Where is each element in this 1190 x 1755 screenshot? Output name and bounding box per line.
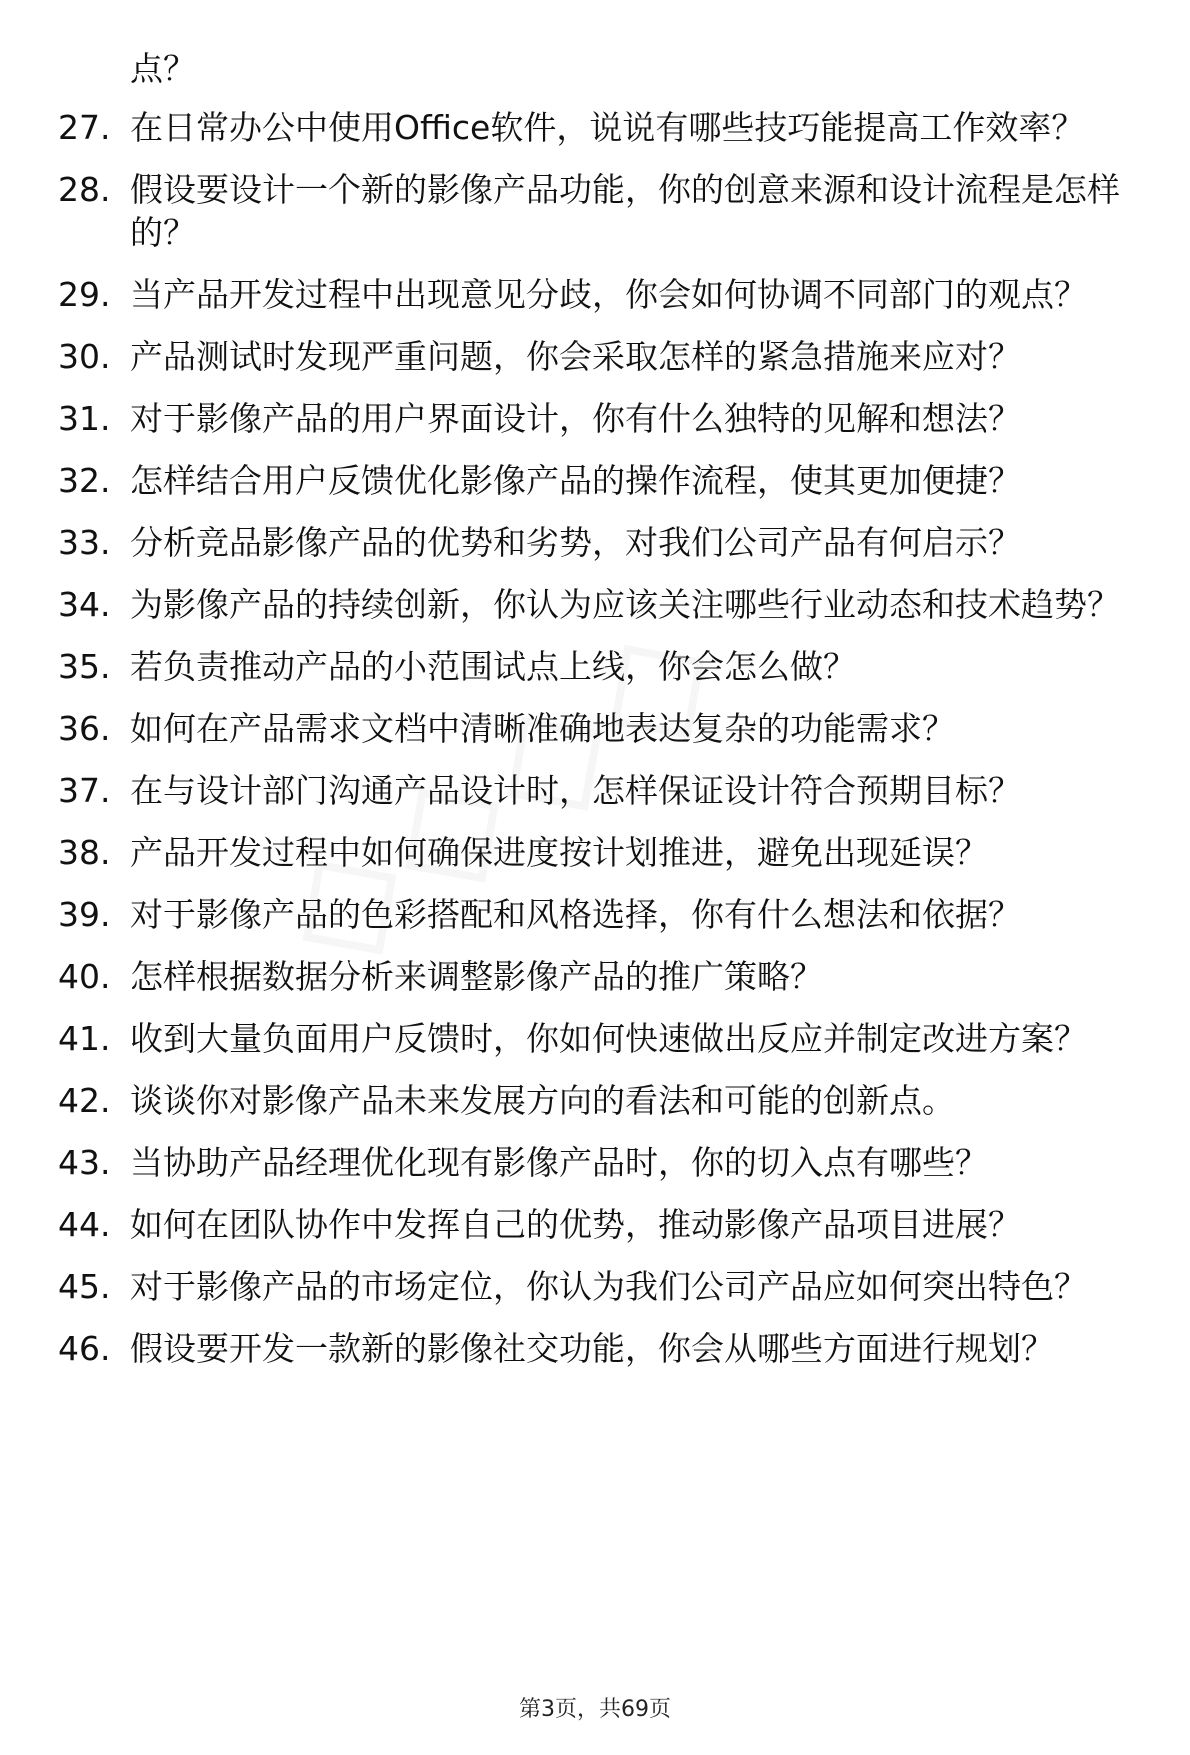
continuation-text: 点？ xyxy=(130,49,196,88)
question-number: 28. xyxy=(58,170,111,209)
page-number-footer: 第3页，共69页 xyxy=(519,1697,671,1722)
list-item xyxy=(58,893,1158,936)
question-text: 收到大量负面用户反馈时，你如何快速做出反应并制定改进方案？ xyxy=(130,1019,1087,1058)
question-number: 45. xyxy=(58,1267,111,1306)
question-number: 33. xyxy=(58,523,111,562)
question-number: 42. xyxy=(58,1081,111,1120)
question-text: 当协助产品经理优化现有影像产品时，你的切入点有哪些？ xyxy=(130,1143,988,1182)
question-number: 41. xyxy=(58,1019,111,1058)
question-text: 分析竞品影像产品的优势和劣势，对我们公司产品有何启示？ xyxy=(130,523,1021,562)
question-number: 46. xyxy=(58,1329,111,1368)
question-text: 假设要设计一个新的影像产品功能，你的创意来源和设计流程是怎样的？ xyxy=(130,170,1120,252)
question-number: 32. xyxy=(58,461,111,500)
question-text: 为影像产品的持续创新，你认为应该关注哪些行业动态和技术趋势？ xyxy=(130,585,1120,624)
question-text: 产品开发过程中如何确保进度按计划推进，避免出现延误？ xyxy=(130,833,988,872)
question-number: 40. xyxy=(58,957,111,996)
question-text: 怎样根据数据分析来调整影像产品的推广策略？ xyxy=(130,957,823,996)
question-number: 43. xyxy=(58,1143,111,1182)
question-text: 怎样结合用户反馈优化影像产品的操作流程，使其更加便捷？ xyxy=(130,461,1021,500)
list-item xyxy=(58,1327,1158,1370)
list-item xyxy=(58,335,1158,378)
question-list xyxy=(58,106,1158,1389)
list-item xyxy=(58,273,1158,316)
question-number: 38. xyxy=(58,833,111,872)
list-item xyxy=(58,168,1158,254)
question-text: 假设要开发一款新的影像社交功能，你会从哪些方面进行规划？ xyxy=(130,1329,1054,1368)
question-number: 39. xyxy=(58,895,111,934)
question-text: 对于影像产品的市场定位，你认为我们公司产品应如何突出特色？ xyxy=(130,1267,1087,1306)
list-item xyxy=(58,521,1158,564)
question-number: 34. xyxy=(58,585,111,624)
list-item xyxy=(58,1079,1158,1122)
question-text: 若负责推动产品的小范围试点上线，你会怎么做？ xyxy=(130,647,856,686)
question-number: 29. xyxy=(58,275,111,314)
list-item xyxy=(58,583,1158,626)
list-item xyxy=(58,707,1158,750)
question-text: 谈谈你对影像产品未来发展方向的看法和可能的创新点。 xyxy=(130,1081,955,1120)
question-text: 在与设计部门沟通产品设计时，怎样保证设计符合预期目标？ xyxy=(130,771,1021,810)
list-item xyxy=(58,459,1158,502)
question-text: 当产品开发过程中出现意见分歧，你会如何协调不同部门的观点？ xyxy=(130,275,1087,314)
list-item xyxy=(58,1265,1158,1308)
question-number: 31. xyxy=(58,399,111,438)
list-item xyxy=(58,106,1158,149)
list-item xyxy=(58,1017,1158,1060)
list-item xyxy=(58,397,1158,440)
question-number: 30. xyxy=(58,337,111,376)
question-number: 44. xyxy=(58,1205,111,1244)
question-number: 36. xyxy=(58,709,111,748)
question-text: 如何在团队协作中发挥自己的优势，推动影像产品项目进展？ xyxy=(130,1205,1021,1244)
question-text: 如何在产品需求文档中清晰准确地表达复杂的功能需求？ xyxy=(130,709,955,748)
question-number: 27. xyxy=(58,108,111,147)
question-number: 37. xyxy=(58,771,111,810)
question-text: 产品测试时发现严重问题，你会采取怎样的紧急措施来应对？ xyxy=(130,337,1021,376)
question-text: 在日常办公中使用Office软件，说说有哪些技巧能提高工作效率？ xyxy=(130,108,1085,147)
list-item xyxy=(58,1141,1158,1184)
list-item xyxy=(58,955,1158,998)
list-item xyxy=(58,769,1158,812)
list-item xyxy=(58,1203,1158,1246)
question-text: 对于影像产品的色彩搭配和风格选择，你有什么想法和依据？ xyxy=(130,895,1021,934)
list-item xyxy=(58,645,1158,688)
question-text: 对于影像产品的用户界面设计，你有什么独特的见解和想法？ xyxy=(130,399,1021,438)
list-item xyxy=(58,831,1158,874)
question-number: 35. xyxy=(58,647,111,686)
